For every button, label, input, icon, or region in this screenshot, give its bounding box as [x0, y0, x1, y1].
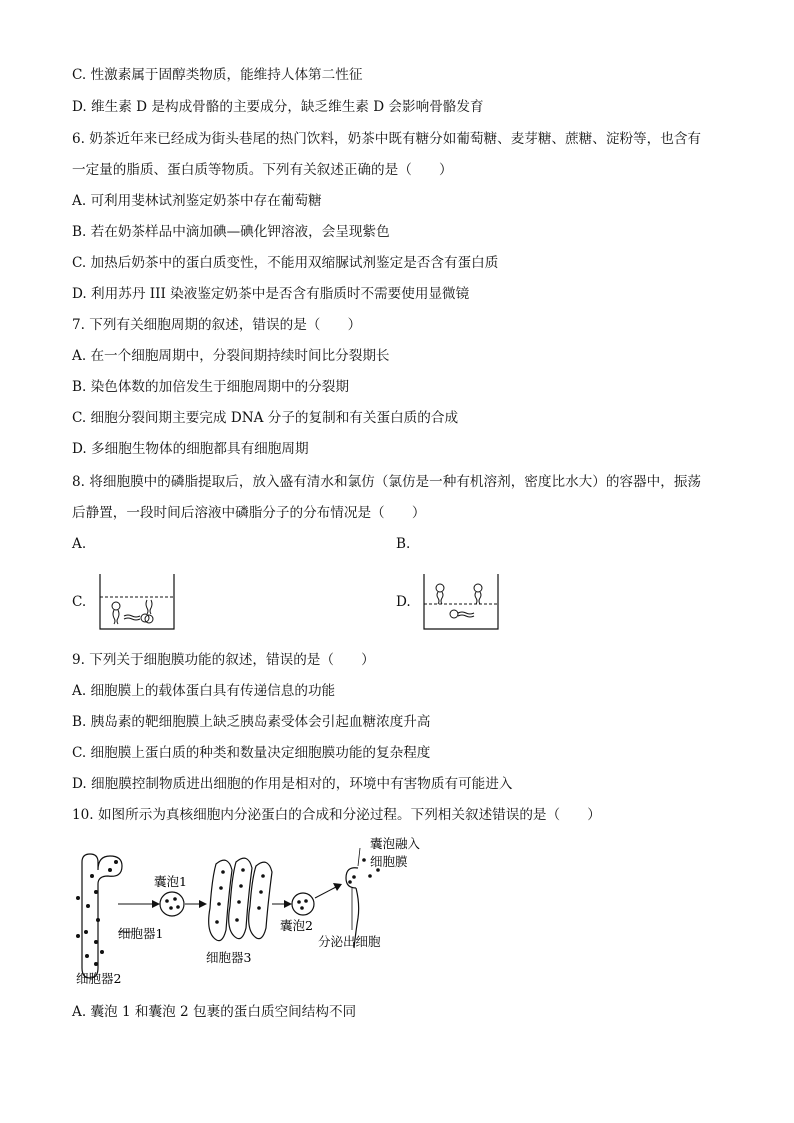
- q9-option-c: C. 细胞膜上蛋白质的种类和数量决定细胞膜功能的复杂程度: [72, 745, 431, 761]
- q8-option-c-beaker: [98, 572, 178, 632]
- q10-stem: 10. 如图所示为真核细胞内分泌蛋白的合成和分泌过程。下列相关叙述错误的是（ ）: [72, 807, 601, 823]
- beaker-outline: [424, 574, 498, 629]
- q6-option-b: B. 若在奶茶样品中滴加碘—碘化钾溶液，会呈现紫色: [72, 224, 390, 240]
- q8-option-c-label: C.: [72, 594, 87, 610]
- q8-option-d-beaker: [422, 572, 502, 632]
- label-secrete: 分泌出细胞: [318, 934, 381, 949]
- label-organelle-2: 细胞器2: [76, 971, 122, 986]
- q8-stem-line1: 8. 将细胞膜中的磷脂提取后，放入盛有清水和氯仿（氯仿是一种有机溶剂，密度比水大）的容器中，振荡: [72, 474, 702, 490]
- q10-option-a: A. 囊泡 1 和囊泡 2 包裹的蛋白质空间结构不同: [72, 1004, 357, 1020]
- secreted-protein: [368, 874, 372, 878]
- organelle-3-golgi: [209, 858, 272, 941]
- q5-option-d: D. 维生素 D 是构成骨骼的主要成分，缺乏维生素 D 会影响骨骼发育: [72, 99, 484, 115]
- phospholipid-icon: [450, 610, 474, 618]
- beaker-outline: [100, 574, 174, 629]
- q6-option-c: C. 加热后奶茶中的蛋白质变性，不能用双缩脲试剂鉴定是否含有蛋白质: [72, 255, 499, 271]
- label-fuse-line1: 囊泡融入: [370, 836, 421, 851]
- q8-option-b-label: B.: [396, 536, 411, 552]
- q8-option-a-label: A.: [72, 536, 87, 552]
- arrow-head: [199, 900, 207, 908]
- label-organelle-1: 细胞器1: [118, 926, 164, 941]
- q6-option-d: D. 利用苏丹 III 染液鉴定奶茶中是否含有脂质时不需要使用显微镜: [72, 286, 470, 302]
- q7-option-b: B. 染色体数的加倍发生于细胞周期中的分裂期: [72, 379, 349, 395]
- q7-option-d: D. 多细胞生物体的细胞都具有细胞周期: [72, 441, 309, 457]
- q6-option-a: A. 可利用斐林试剂鉴定奶茶中存在葡萄糖: [72, 193, 322, 209]
- arrow-head: [284, 900, 292, 908]
- phospholipid-icon: [436, 584, 444, 604]
- leader-line: [358, 848, 360, 866]
- q6-stem-line1: 6. 奶茶近年来已经成为街头巷尾的热门饮料，奶茶中既有糖分如葡萄糖、麦芽糖、蔗糖、淀粉等，也含有: [72, 131, 702, 147]
- q10-secretion-diagram: [72, 832, 432, 992]
- secreted-protein: [362, 858, 366, 862]
- label-organelle-3: 细胞器3: [206, 950, 252, 965]
- q8-option-d-label: D.: [396, 594, 411, 610]
- label-fuse-line2: 细胞膜: [370, 854, 408, 869]
- arrow-head: [152, 900, 160, 908]
- label-vesicle-2: 囊泡2: [280, 918, 313, 933]
- q6-stem-line2: 一定量的脂质、蛋白质等物质。下列有关叙述正确的是（ ）: [72, 162, 453, 178]
- label-vesicle-1: 囊泡1: [154, 874, 187, 889]
- phospholipid-icon: [474, 584, 482, 604]
- q9-option-a: A. 细胞膜上的载体蛋白具有传递信息的功能: [72, 683, 336, 699]
- q7-stem: 7. 下列有关细胞周期的叙述，错误的是（ ）: [72, 317, 362, 333]
- q7-option-a: A. 在一个细胞周期中，分裂间期持续时间比分裂期长: [72, 348, 390, 364]
- arrow-line: [315, 887, 336, 898]
- vesicle-1: [160, 892, 184, 916]
- q9-stem: 9. 下列关于细胞膜功能的叙述，错误的是（ ）: [72, 652, 375, 668]
- q9-option-d: D. 细胞膜控制物质进出细胞的作用是相对的，环境中有害物质有可能进入: [72, 776, 513, 792]
- q8-stem-line2: 后静置，一段时间后溶液中磷脂分子的分布情况是（ ）: [72, 505, 426, 521]
- q9-option-b: B. 胰岛素的靶细胞膜上缺乏胰岛素受体会引起血糖浓度升高: [72, 714, 431, 730]
- q5-option-c: C. 性激素属于固醇类物质，能维持人体第二性征: [72, 67, 363, 83]
- vesicle-2: [292, 893, 314, 915]
- organelle-2-er: [76, 854, 122, 978]
- q7-option-c: C. 细胞分裂间期主要完成 DNA 分子的复制和有关蛋白质的合成: [72, 410, 459, 426]
- golgi-proteins: [215, 868, 265, 924]
- phospholipid-icon: [112, 602, 120, 624]
- arrow-head: [333, 883, 342, 891]
